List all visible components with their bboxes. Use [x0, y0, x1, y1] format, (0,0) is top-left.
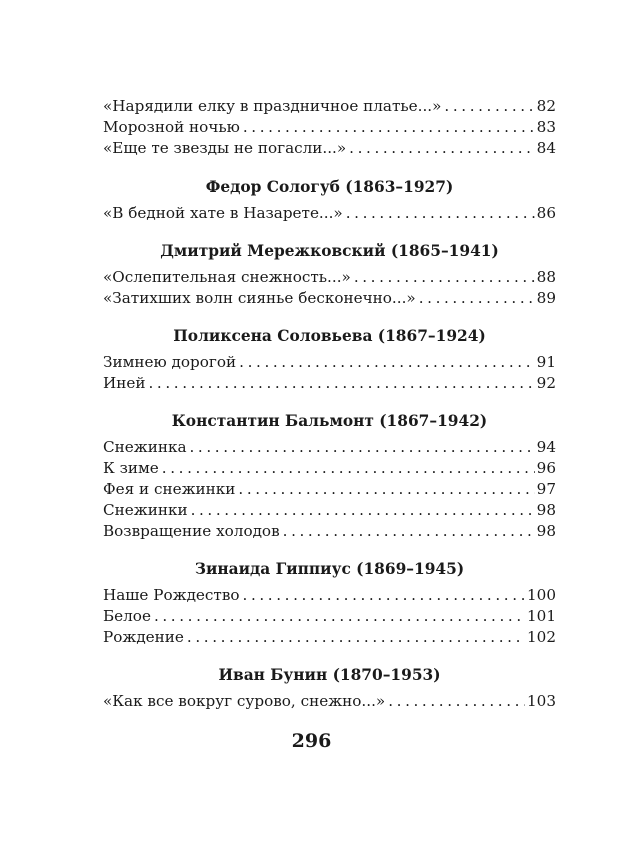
dot-leader	[349, 138, 535, 159]
dot-leader	[162, 458, 535, 479]
entry-title: Морозной ночью	[103, 118, 240, 136]
toc-entry	[103, 288, 556, 309]
entry-page-number: 96	[536, 459, 556, 477]
entry-page-number: 82	[536, 97, 556, 115]
entry-page-number: 102	[527, 628, 556, 646]
entry-title: «Нарядили елку в праздничное платье...»	[103, 97, 442, 115]
dot-leader	[190, 437, 535, 458]
dot-leader	[243, 117, 535, 138]
toc-entry	[103, 585, 556, 606]
dot-leader	[148, 373, 534, 394]
page-number: 296	[291, 730, 332, 752]
entry-page-number: 92	[536, 374, 556, 392]
author-heading: Зинаида Гиппиус (1869–1945)	[194, 560, 465, 578]
toc-entry	[103, 352, 556, 373]
entry-title: Рождение	[103, 628, 184, 646]
toc-entry	[103, 437, 556, 458]
dot-leader	[444, 96, 534, 117]
entry-title: Иней	[103, 374, 146, 392]
entry-page-number: 83	[536, 118, 556, 136]
author-heading: Федор Сологуб (1863–1927)	[205, 178, 454, 196]
toc-section	[103, 559, 556, 648]
entry-title: Снежинка	[103, 438, 187, 456]
entry-title: «Ослепительная снежность...»	[103, 268, 351, 286]
toc-entry	[103, 500, 556, 521]
toc-entry	[103, 479, 556, 500]
dot-leader	[238, 479, 534, 500]
dot-leader	[388, 691, 525, 712]
entry-title: К зиме	[103, 459, 159, 477]
dot-leader	[154, 606, 525, 627]
toc-section	[103, 326, 556, 394]
dot-leader	[191, 500, 535, 521]
toc-section	[103, 241, 556, 309]
toc-entry	[103, 606, 556, 627]
entry-title: Зимнею дорогой	[103, 353, 237, 371]
dot-leader	[187, 627, 525, 648]
entry-page-number: 98	[536, 501, 556, 519]
author-heading: Иван Бунин (1870–1953)	[218, 666, 441, 684]
entry-page-number: 94	[536, 438, 556, 456]
dot-leader	[346, 203, 535, 224]
entry-page-number: 97	[536, 480, 556, 498]
toc-entry	[103, 691, 556, 712]
toc-entry	[103, 117, 556, 138]
dot-leader	[419, 288, 535, 309]
entry-title: «Как все вокруг сурово, снежно...»	[103, 692, 386, 710]
dot-leader	[283, 521, 535, 542]
toc-section	[103, 665, 556, 712]
author-heading: Поликсена Соловьева (1867–1924)	[173, 327, 486, 345]
toc-entry	[103, 521, 556, 542]
toc-section	[103, 411, 556, 542]
entry-title: «В бедной хате в Назарете...»	[103, 204, 343, 222]
entry-title: «Затихших волн сиянье бесконечно...»	[103, 289, 416, 307]
toc-entry	[103, 373, 556, 394]
dot-leader	[354, 267, 535, 288]
entry-page-number: 89	[536, 289, 556, 307]
dot-leader	[243, 585, 525, 606]
entry-title: Белое	[103, 607, 151, 625]
dot-leader	[239, 352, 535, 373]
toc-entry	[103, 96, 556, 117]
entry-page-number: 86	[536, 204, 556, 222]
entry-page-number: 100	[527, 586, 556, 604]
entry-page-number: 98	[536, 522, 556, 540]
table-of-contents	[103, 96, 556, 712]
toc-section	[103, 96, 556, 159]
toc-entry	[103, 458, 556, 479]
entry-page-number: 103	[527, 692, 556, 710]
entry-page-number: 84	[536, 139, 556, 157]
entry-title: Возвращение холодов	[103, 522, 280, 540]
toc-entry	[103, 267, 556, 288]
author-heading: Дмитрий Мережковский (1865–1941)	[160, 242, 499, 260]
entry-page-number: 91	[536, 353, 556, 371]
author-heading: Константин Бальмонт (1867–1942)	[171, 412, 488, 430]
entry-title: «Еще те звезды не погасли...»	[103, 139, 347, 157]
toc-section	[103, 177, 556, 224]
entry-page-number: 101	[527, 607, 556, 625]
toc-entry	[103, 138, 556, 159]
entry-title: Снежинки	[103, 501, 188, 519]
entry-title: Фея и снежинки	[103, 480, 236, 498]
toc-entry	[103, 627, 556, 648]
entry-title: Наше Рождество	[103, 586, 240, 604]
entry-page-number: 88	[536, 268, 556, 286]
toc-entry	[103, 203, 556, 224]
